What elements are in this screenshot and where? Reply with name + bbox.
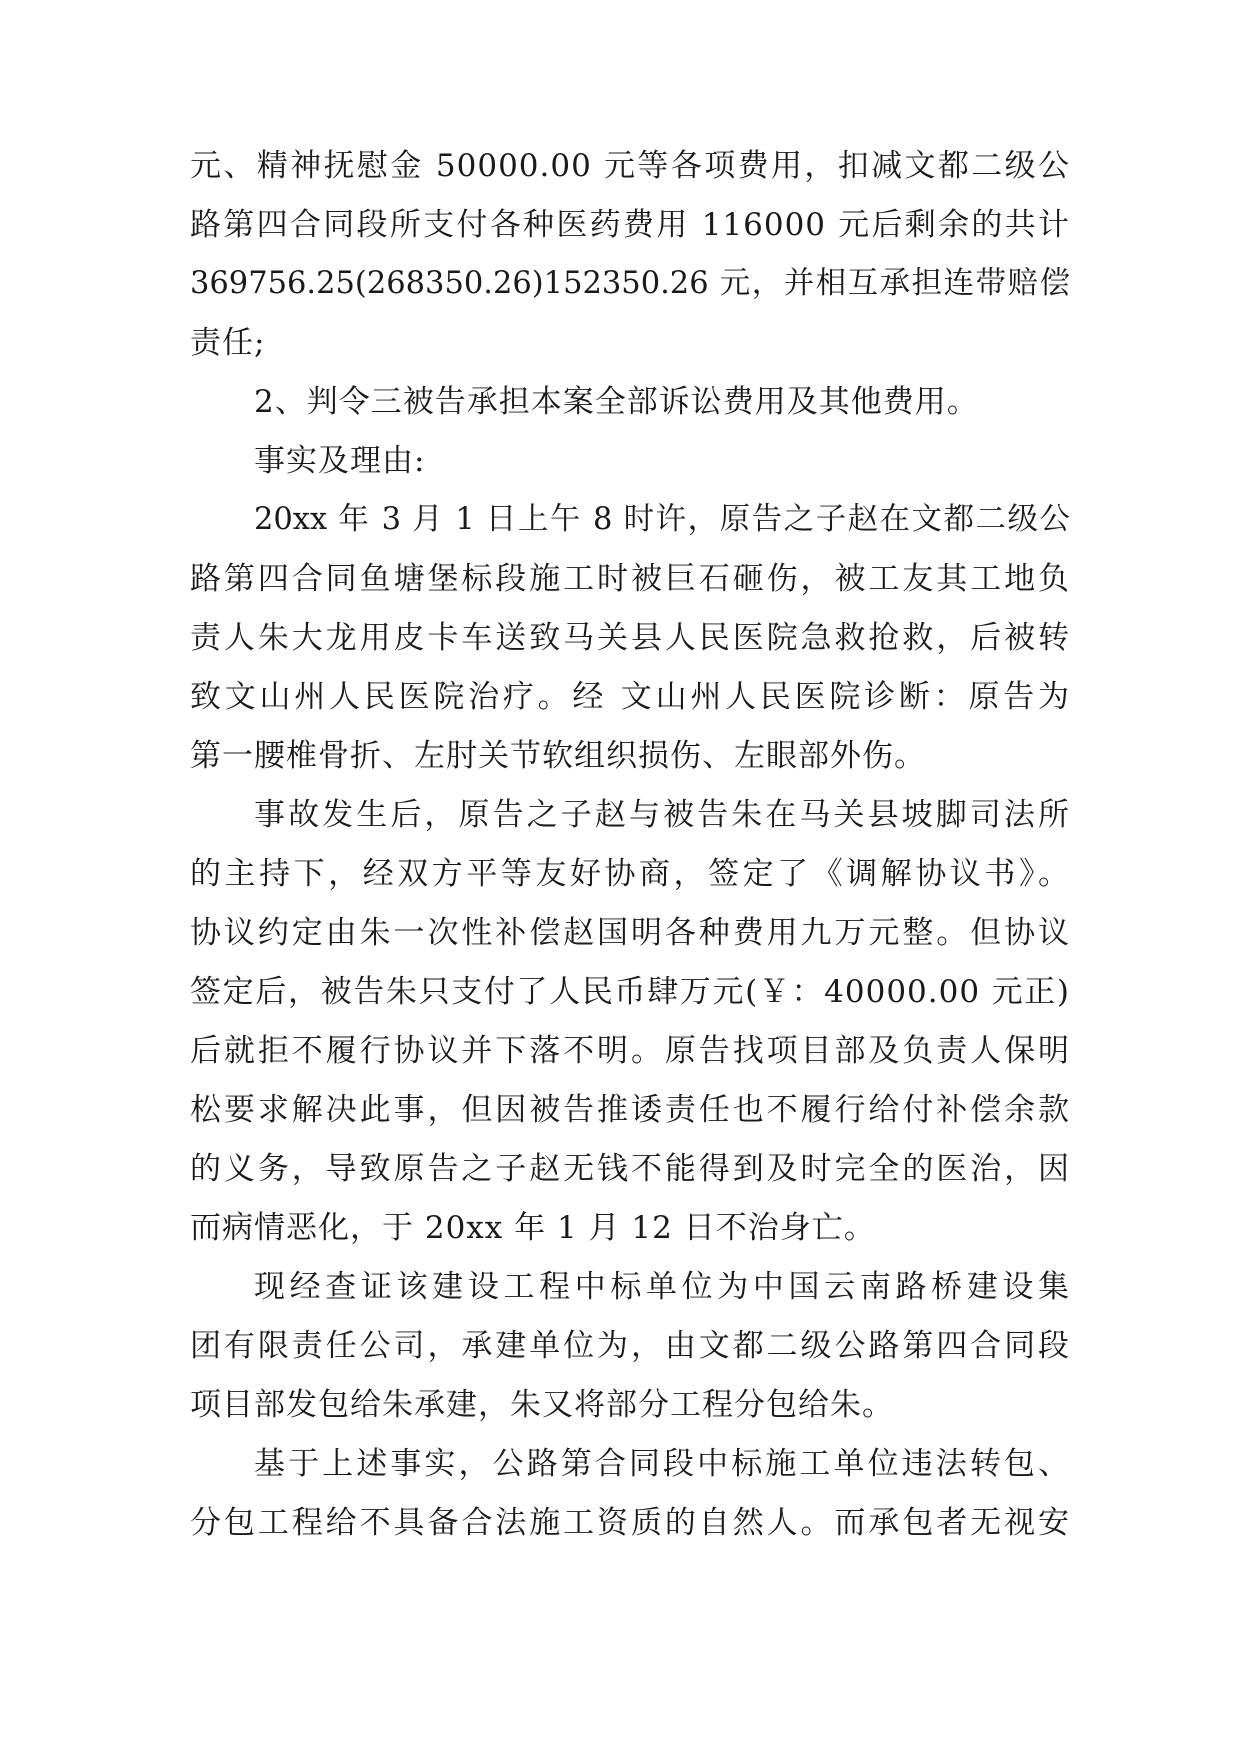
section-heading: 事实及理由: xyxy=(254,443,426,479)
text-line: 后就拒不履行协议并下落不明。原告找项目部及负责人保明 xyxy=(190,1033,1070,1069)
text-line: 松要求解决此事，但因被告推诿责任也不履行给付补偿余款 xyxy=(190,1092,1070,1128)
text-line: 的义务，导致原告之子赵无钱不能得到及时完全的医治，因 xyxy=(190,1151,1070,1187)
text-line: 路第四合同鱼塘堡标段施工时被巨石砸伤，被工友其工地负 xyxy=(190,561,1070,597)
text-line: 协议约定由朱一次性补偿赵国明各种费用九万元整。但协议 xyxy=(190,915,1070,951)
text-line: 2、判令三被告承担本案全部诉讼费用及其他费用。 xyxy=(254,384,979,420)
text-line: 20xx 年 3 月 1 日上午 8 时许，原告之子赵在文都二级公 xyxy=(254,502,1070,537)
text-line: 致文山州人民医院治疗。经 文山州人民医院诊断：原告为 xyxy=(190,679,1070,715)
text-line: 第一腰椎骨折、左肘关节软组织损伤、左眼部外伤。 xyxy=(190,738,926,774)
text-line: 的主持下，经双方平等友好协商，签定了《调解协议书》。 xyxy=(190,856,1070,892)
text-line: 分包工程给不具备合法施工资质的自然人。而承包者无视安 xyxy=(190,1505,1070,1541)
text-line: 现经查证该建设工程中标单位为中国云南路桥建设集 xyxy=(254,1269,1070,1305)
text-line: 责人朱大龙用皮卡车送致马关县人民医院急救抢救，后被转 xyxy=(190,620,1070,656)
text-line: 元、精神抚慰金 50000.00 元等各项费用，扣减文都二级公 xyxy=(190,148,1070,184)
text-line: 369756.25(268350.26)152350.26 元，并相互承担连带赔偿 xyxy=(190,266,1070,301)
text-line: 责任; xyxy=(190,325,266,361)
text-line: 路第四合同段所支付各种医药费用 116000 元后剩余的共计 xyxy=(190,207,1070,243)
text-line: 事故发生后，原告之子赵与被告朱在马关县坡脚司法所 xyxy=(254,797,1070,833)
text-line: 基于上述事实，公路第合同段中标施工单位违法转包、 xyxy=(254,1446,1070,1482)
text-line: 而病情恶化，于 20xx 年 1 月 12 日不治身亡。 xyxy=(190,1210,876,1246)
text-line: 项目部发包给朱承建，朱又将部分工程分包给朱。 xyxy=(190,1387,894,1423)
text-line: 签定后，被告朱只支付了人民币肆万元(￥：40000.00 元正) xyxy=(190,974,1070,1010)
text-line: 团有限责任公司，承建单位为，由文都二级公路第四合同段 xyxy=(190,1328,1070,1364)
